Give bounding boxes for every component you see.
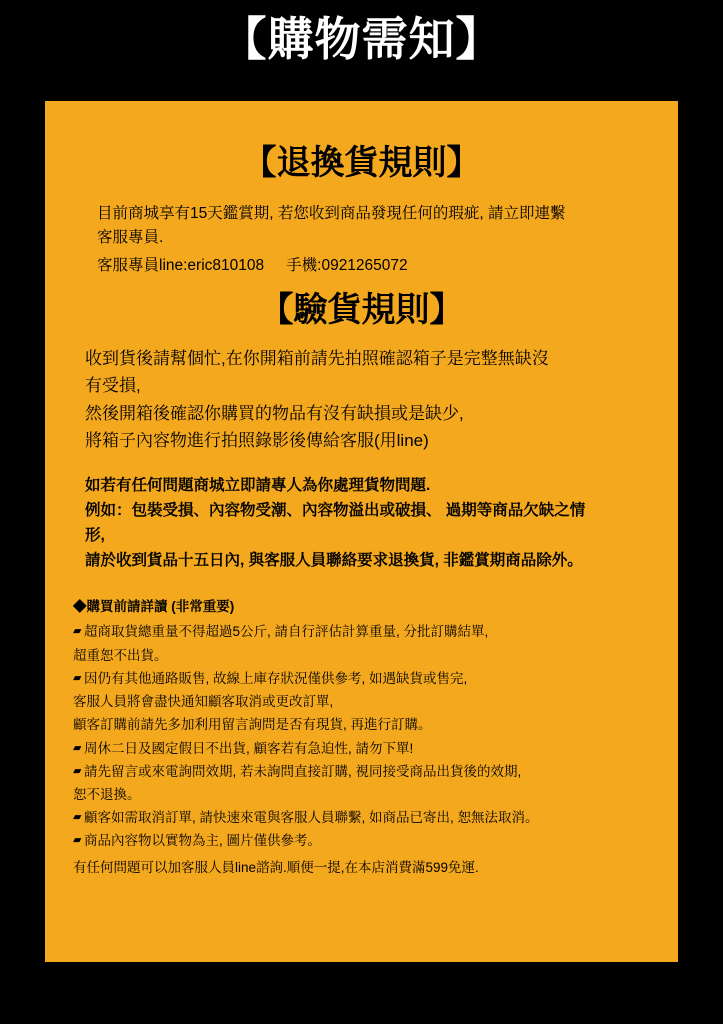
return-policy-line-2: 客服專員. [97, 228, 164, 246]
page-title: 【購物需知】 [220, 13, 503, 65]
inspection-line-3: 然後開箱後確認你購買的物品有沒有缺損或是缺少, [85, 403, 464, 423]
notice-item-2-line-2: 客服人員將會盡快通知顧客取消或更改訂單, [73, 694, 334, 710]
inspection-policy-body [45, 345, 678, 455]
inspection-bold-line-3: 形, [85, 526, 105, 544]
notice-item-5-line-1: 顧客如需取消訂單, 請快速來電與客服人員聯繫, 如商品已寄出, 恕無法取消。 [84, 810, 539, 826]
inspection-line-2: 有受損, [85, 376, 141, 396]
return-policy-line-1: 目前商城享有15天鑑賞期, 若您收到商品發現任何的瑕疵, 請立即連繫 [97, 204, 566, 222]
bullet-icon: ▰ [73, 625, 82, 638]
inspection-bold-line-1: 如若有任何問題商城立即請專人為你處理貨物問題. [85, 476, 431, 494]
content-card [45, 101, 678, 962]
notice-item-2-line-3: 顧客訂購前請先多加利用留言詢問是否有現貨, 再進行訂購。 [73, 717, 432, 733]
notice-item-4-line-2: 恕不退換。 [73, 786, 141, 802]
return-policy-title: 【退換貨規則】 [242, 144, 481, 182]
notice-item-3-line-1: 周休二日及國定假日不出貨, 顧客若有急迫性, 請勿下單! [84, 740, 414, 756]
bullet-icon: ▰ [73, 764, 82, 777]
inspection-policy-bold-body [45, 473, 678, 573]
list-item [73, 760, 656, 806]
purchase-notice [45, 595, 678, 879]
inspection-bold-line-4: 請於收到貨品十五日內, 與客服人員聯絡要求退換貨, 非鑑賞期商品除外。 [85, 552, 583, 570]
notice-item-4-line-1: 請先留言或來電詢問效期, 若未詢問直接訂購, 視同接受商品出貨後的效期, [84, 763, 522, 779]
list-item [73, 737, 656, 760]
contact-phone: 手機:0921265072 [286, 256, 408, 274]
list-item [73, 829, 656, 852]
bullet-icon: ▰ [73, 834, 82, 847]
bullet-icon: ▰ [73, 811, 82, 824]
return-policy-body [45, 202, 678, 278]
inspection-line-4: 將箱子內容物進行拍照錄影後傳給客服(用line) [85, 431, 429, 451]
purchase-notice-heading: ◆購買前請詳讀 (非常重要) [73, 599, 235, 615]
notice-item-6-line-1: 商品內容物以實物為主, 圖片僅供參考。 [84, 833, 322, 849]
list-item [73, 620, 656, 666]
bullet-icon: ▰ [73, 671, 82, 684]
list-item [73, 806, 656, 829]
inspection-line-1: 收到貨後請幫個忙,在你開箱前請先拍照確認箱子是完整無缺沒 [85, 348, 549, 368]
inspection-policy-title: 【驗貨規則】 [259, 290, 464, 329]
inspection-bold-line-2: 例如：包裝受損、內容物受潮、內容物溢出或破損、 過期等商品欠缺之情 [85, 501, 586, 519]
notice-footer: 有任何問題可以加客服人員line諮詢.順便一提,在本店消費滿599免運. [73, 859, 479, 875]
list-item [73, 667, 656, 737]
bullet-icon: ▰ [73, 741, 82, 754]
notice-item-2-line-1: 因仍有其他通路販售, 故線上庫存狀況僅供參考, 如遇缺貨或售完, [84, 670, 468, 686]
contact-line-id: 客服專員line:eric810108 [97, 256, 265, 274]
notice-item-1-line-1: 超商取貨總重量不得超過5公斤, 請自行評估計算重量, 分批訂購結單, [84, 624, 489, 640]
notice-item-1-line-2: 超重恕不出貨。 [73, 647, 168, 663]
contact-row [97, 254, 650, 278]
